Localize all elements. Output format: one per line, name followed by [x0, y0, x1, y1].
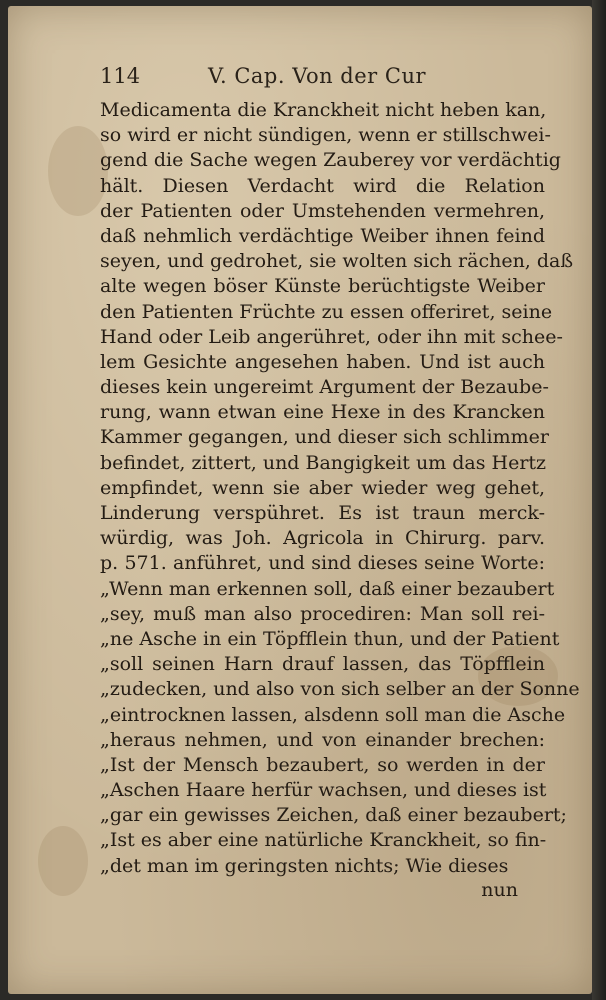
text-line: „Wenn man erkennen soll, daß einer bezaubert	[100, 577, 555, 600]
page-header	[100, 64, 540, 94]
text-line: „sey, muß man also procediren: Man soll rei-	[100, 602, 545, 625]
text-line: „Ist der Mensch bezaubert, so werden in der	[100, 753, 545, 776]
text-line: Linderung verspühret. Es ist traun merck-	[100, 502, 545, 524]
text-line: lem Gesichte angesehen haben. Und ist auch	[100, 350, 545, 373]
text-line: p. 571. anführet, und sind dieses seine Worte:	[100, 552, 545, 575]
text-line: gend die Sache wegen Zauberey vor verdächtig	[100, 149, 561, 172]
text-line: „heraus nehmen, und von einander brechen:	[100, 728, 545, 751]
paper-stain	[38, 826, 88, 896]
paper-stain	[48, 126, 108, 216]
text-line: daß nehmlich verdächtige Weiber ihnen feind	[100, 224, 545, 247]
text-line: seyen, und gedrohet, sie wolten sich rächen, daß	[100, 250, 574, 273]
text-line: rung, wann etwan eine Hexe in des Krancken	[100, 401, 545, 424]
text-line: „det man im geringsten nichts; Wie dieses	[100, 854, 509, 877]
text-line: „eintrocknen lassen, alsdenn soll man die Asche	[100, 703, 566, 726]
text-line: Hand oder Leib angerühret, oder ihn mit schee-	[100, 325, 563, 348]
text-line: „ne Asche in ein Töpfflein thun, und der Patient	[100, 627, 560, 650]
text-line: „Aschen Haare herfür wachsen, und dieses ist	[100, 779, 547, 802]
text-line: so wird er nicht sündigen, wenn er stillschwei-	[100, 124, 551, 147]
text-line: der Patienten oder Umstehenden vermehren,	[100, 199, 545, 222]
running-head: V. Cap. Von der Cur	[208, 64, 427, 88]
text-line: befindet, zittert, und Bangigkeit um das Hertz	[100, 451, 547, 474]
text-line: hält. Diesen Verdacht wird die Relation	[100, 174, 545, 197]
book-edge-shadow	[592, 0, 606, 1000]
text-line: empfindet, wenn sie aber wieder weg gehet,	[100, 476, 545, 499]
text-line: Medicamenta die Kranckheit nicht heben kan,	[100, 99, 547, 121]
body-text	[100, 98, 580, 879]
text-line: Kammer gegangen, und dieser sich schlimmer	[100, 426, 549, 449]
text-line: „Ist es aber eine natürliche Kranckheit, so fin-	[100, 829, 547, 852]
catchword: nun	[481, 879, 518, 901]
text-line: „gar ein gewisses Zeichen, daß einer bezaubert;	[100, 804, 567, 827]
text-line: „soll seinen Harn drauf lassen, das Töpfflein	[100, 653, 545, 676]
text-line: würdig, was Joh. Agricola in Chirurg. parv.	[100, 527, 545, 550]
book-page	[8, 6, 592, 994]
text-line: den Patienten Früchte zu essen offeriret, seine	[100, 300, 553, 323]
text-line: „zudecken, und also von sich selber an der Sonne	[100, 678, 580, 701]
text-line: dieses kein ungereimt Argument der Bezaube-	[100, 376, 549, 399]
page-number: 114	[100, 64, 141, 88]
text-line: alte wegen böser Künste berüchtigste Weiber	[100, 275, 545, 298]
